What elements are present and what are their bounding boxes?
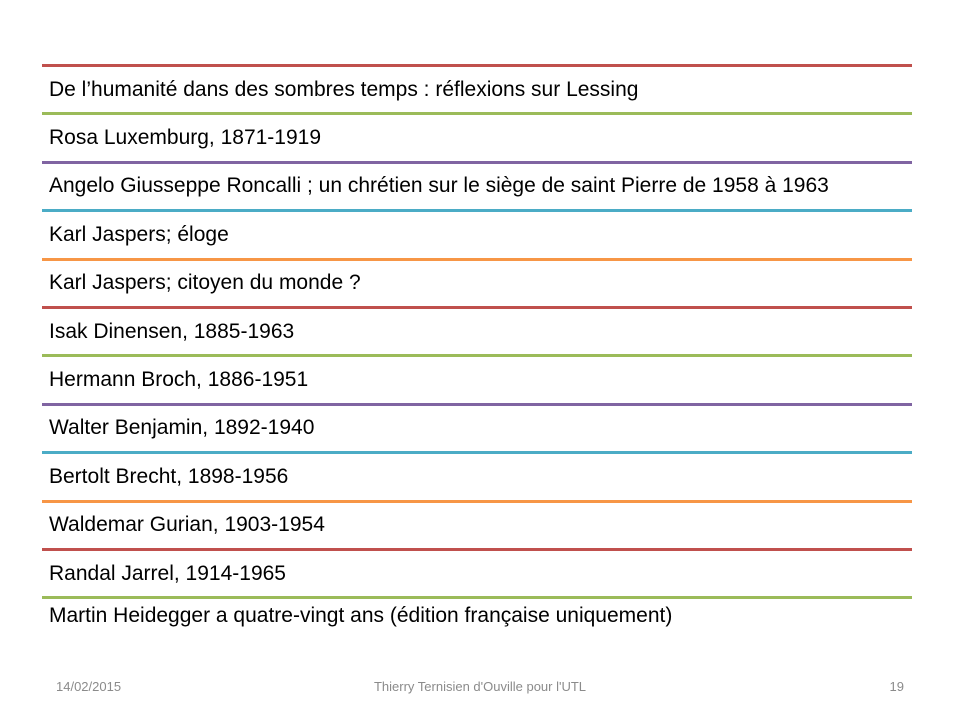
- list-item-text: Rosa Luxemburg, 1871-1919: [49, 126, 322, 150]
- list-item-text: Isak Dinensen, 1885-1963: [49, 319, 295, 343]
- list-item: [42, 306, 912, 354]
- list-item-text: Martin Heidegger a quatre-vingt ans (édition française uniquement): [49, 603, 673, 627]
- list-item: [42, 500, 912, 548]
- footer-date: 14/02/2015: [56, 679, 122, 694]
- list-item: [42, 548, 912, 596]
- item-list: [42, 64, 912, 632]
- list-item-text: Karl Jaspers; citoyen du monde ?: [49, 271, 361, 295]
- list-item: [42, 64, 912, 112]
- list-item-text: Bertolt Brecht, 1898-1956: [49, 464, 289, 488]
- list-item: [42, 112, 912, 160]
- list-item: [42, 451, 912, 499]
- list-item: [42, 354, 912, 402]
- list-item: [42, 209, 912, 257]
- list-item-text: De l’humanité dans des sombres temps : réflexions sur Lessing: [49, 77, 639, 101]
- list-item-text: Waldemar Gurian, 1903-1954: [49, 513, 325, 537]
- footer-author: Thierry Ternisien d'Ouville pour l'UTL: [373, 679, 587, 694]
- list-item: [42, 596, 912, 632]
- list-item-text: Angelo Giusseppe Roncalli ; un chrétien sur le siège de saint Pierre de 1958 à 1963: [49, 174, 829, 198]
- list-item: [42, 258, 912, 306]
- list-item: [42, 161, 912, 209]
- list-item-text: Karl Jaspers; éloge: [49, 222, 229, 246]
- list-item-text: Hermann Broch, 1886-1951: [49, 368, 309, 392]
- list-item: [42, 403, 912, 451]
- page-number: 19: [889, 679, 904, 694]
- list-item-text: Walter Benjamin, 1892-1940: [49, 416, 315, 440]
- list-item-text: Randal Jarrel, 1914-1965: [49, 561, 286, 585]
